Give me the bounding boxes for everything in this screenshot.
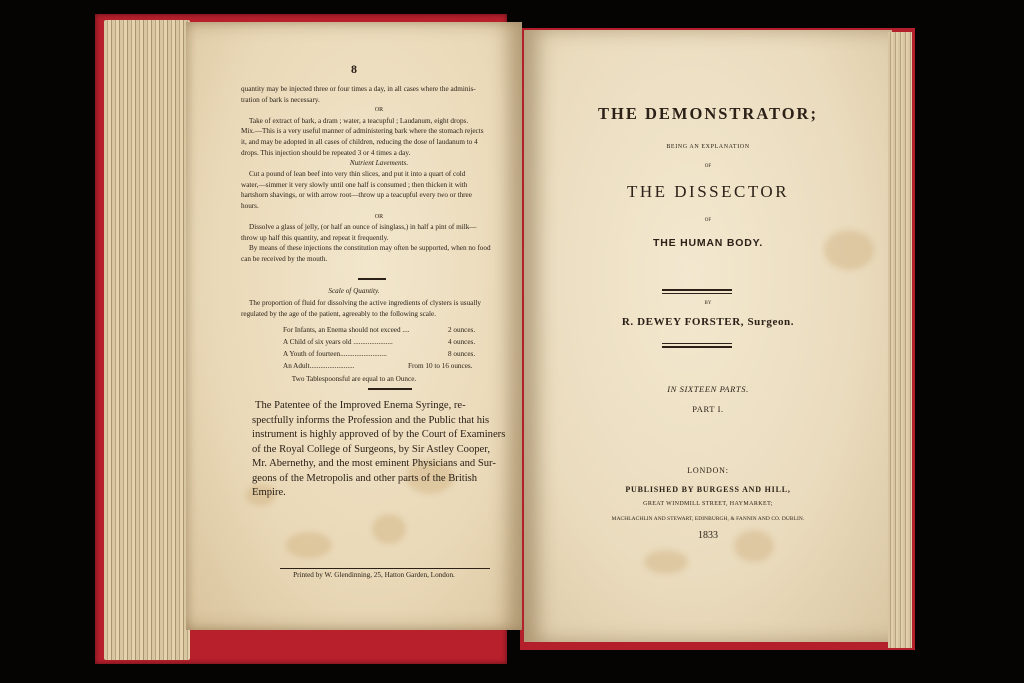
scale-row-label: An Adult......................... xyxy=(283,362,355,370)
text-line: Mix.—This is a very useful manner of administering bark where the stomach rejects xyxy=(241,127,484,136)
author-by: BY xyxy=(704,301,712,306)
stain xyxy=(644,550,688,574)
notice-line: geons of the Metropolis and other parts of the British xyxy=(252,472,478,484)
part-number: PART I. xyxy=(692,404,724,414)
scale-row-value: 2 ounces. xyxy=(448,326,476,334)
scale-note: Two Tablespoonsful are equal to an Ounce. xyxy=(291,375,417,383)
publisher-address: GREAT WINDMILL STREET, HAYMARKET; xyxy=(643,501,773,507)
stain xyxy=(372,514,406,544)
text-line: OR xyxy=(374,107,384,114)
scale-row-value: From 10 to 16 ounces. xyxy=(408,362,473,370)
scale-intro: The proportion of fluid for dissolving the active ingredients of clysters is usually xyxy=(249,299,481,307)
text-line: throw up half this quantity, and repeat it frequently. xyxy=(241,233,389,242)
text-line: Dissolve a glass of jelly, (or half an ounce of isinglass,) in half a pint of milk— xyxy=(249,223,477,232)
text-line: drops. This injection should be repeated 3 or 4 times a day. xyxy=(241,148,411,157)
notice-line: instrument is highly approved of by the Court of Examiners xyxy=(252,429,506,440)
right-page xyxy=(524,30,892,642)
text-line: Cut a pound of lean beef into very thin slices, and put it into a quart of cold xyxy=(249,170,466,179)
author-rule xyxy=(662,343,732,344)
title-of: OF xyxy=(704,164,712,169)
notice-line: The Patentee of the Improved Enema Syringe, re- xyxy=(255,400,466,411)
booksellers: MACHLACHLIN AND STEWART, EDINBURGH, & FANNIN AND CO. DUBLIN. xyxy=(611,516,805,522)
text-line: it, and may be adopted in all cases of children, reducing the dose of laudanum to 4 xyxy=(241,137,478,146)
notice-line: spectfully informs the Profession and the Public that his xyxy=(252,414,490,426)
scale-row-label: A Child of six years old ...................... xyxy=(283,338,393,346)
text-line: can be received by the mouth. xyxy=(241,254,328,263)
stain xyxy=(286,532,332,558)
text-line: Take of extract of bark, a dram ; water, a teacupful ; Laudanum, eight drops. xyxy=(249,116,469,125)
notice-line: of the Royal College of Surgeons, by Sir Astley Cooper, xyxy=(252,443,491,455)
parts-note: IN SIXTEEN PARTS. xyxy=(667,384,749,394)
text-line: water,—simmer it very slowly until one half is consumed ; then thicken it with xyxy=(241,180,468,189)
footer-rule xyxy=(280,568,490,569)
human-body-title: THE HUMAN BODY. xyxy=(652,237,763,249)
text-line: tration of bark is necessary. xyxy=(241,95,320,104)
dissector-title: THE DISSECTOR xyxy=(626,182,790,201)
text-line: hours. xyxy=(241,201,259,210)
scale-row-value: 4 ounces. xyxy=(448,338,476,346)
title-rule xyxy=(662,289,732,291)
author-name: R. DEWEY FORSTER, Surgeon. xyxy=(621,316,795,328)
stain xyxy=(824,230,874,270)
section-heading: Nutrient Lavements. xyxy=(349,159,409,168)
notice-line: Mr. Abernethy, and the most eminent Physicians and Sur- xyxy=(252,458,496,469)
left-page xyxy=(186,22,522,630)
scale-row-value: 8 ounces. xyxy=(448,350,476,358)
printer-imprint: Printed by W. Glendinning, 25, Hatton Garden, London. xyxy=(293,571,455,579)
enema-syringe-notice xyxy=(252,399,518,501)
scale-heading: Scale of Quantity. xyxy=(328,287,380,295)
author-rule xyxy=(662,346,732,348)
notice-line: Empire. xyxy=(252,487,286,498)
publication-city: LONDON: xyxy=(687,466,729,475)
book-title: THE DEMONSTRATOR; xyxy=(598,104,818,123)
title-rule xyxy=(662,293,732,294)
title-of: OF xyxy=(704,218,712,223)
text-line: quantity may be injected three or four times a day, in all cases where the adminis- xyxy=(241,85,476,93)
publisher: PUBLISHED BY BURGESS AND HILL, xyxy=(625,485,791,494)
title-subtitle: BEING AN EXPLANATION xyxy=(666,144,750,150)
scale-row-label: For Infants, an Enema should not exceed .... xyxy=(283,326,410,334)
text-line: By means of these injections the constitution may often be supported, when no food xyxy=(249,244,491,253)
scale-intro: regulated by the age of the patient, agreeably to the following scale. xyxy=(241,310,436,318)
page-edges-right xyxy=(888,32,912,648)
scale-row-label: A Youth of fourteen.......................... xyxy=(283,350,387,358)
publication-year: 1833 xyxy=(698,530,718,541)
page-edges-left xyxy=(104,20,190,660)
text-line: hartshorn shavings, or with arrow root—throw up a teacupful every two or three xyxy=(241,191,472,200)
ornament-rule xyxy=(358,278,386,280)
page-number: 8 xyxy=(351,62,357,76)
text-line: OR xyxy=(374,213,384,220)
separator-rule xyxy=(368,388,412,390)
left-body-text xyxy=(241,84,517,265)
